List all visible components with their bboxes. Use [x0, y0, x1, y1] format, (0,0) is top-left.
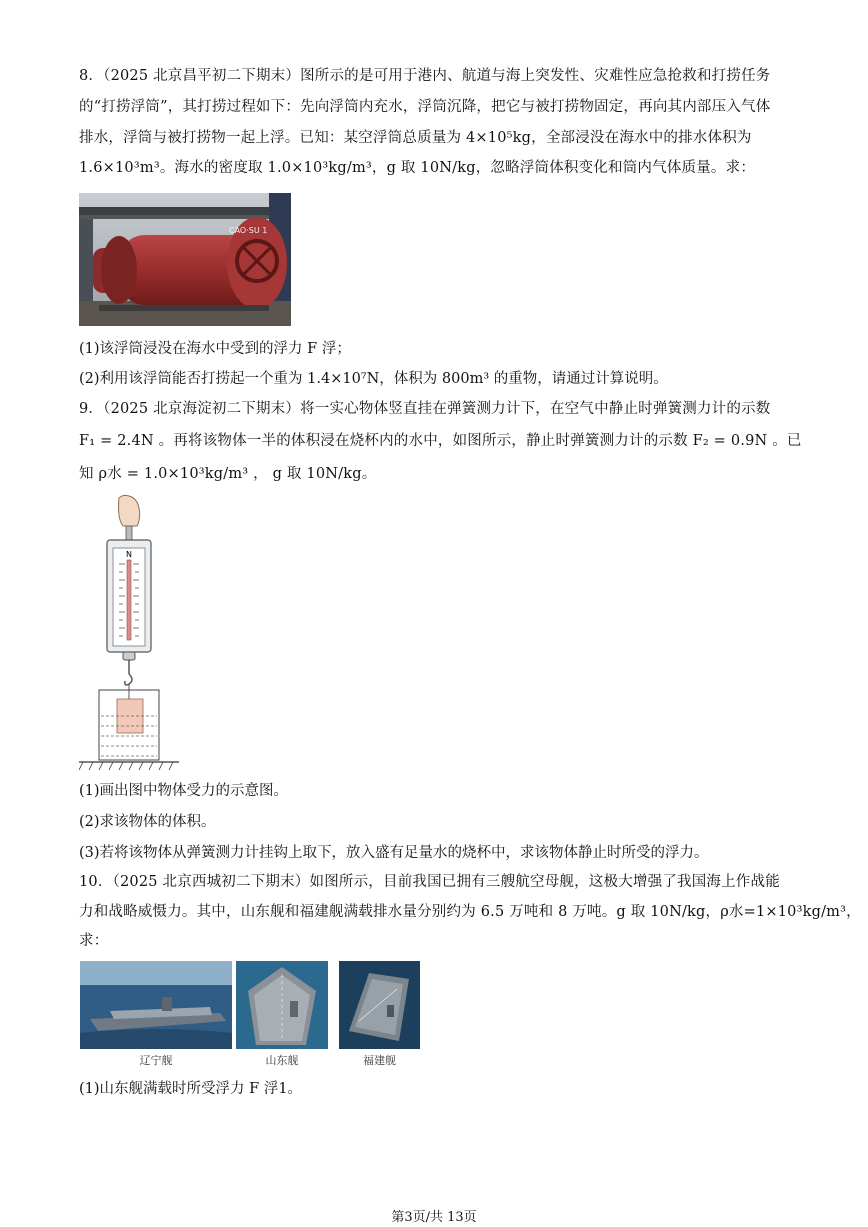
immersed-object	[117, 699, 143, 733]
caption-liaoning: 辽宁舰	[139, 1054, 173, 1067]
q10-line2: 力和战略威慑力。其中，山东舰和福建舰满载排水量分别约为 6.5 万吨和 8 万吨。g 取 10N/kg，ρ水=1×10³kg/m³，	[79, 904, 861, 920]
q10-sub1: (1)山东舰满载时所受浮力 F 浮1。	[79, 1081, 303, 1097]
carrier-photo-shandong	[236, 961, 328, 1049]
carrier-photo-liaoning	[80, 961, 232, 1049]
q8-sub2: (2)利用该浮筒能否打捞起一个重为 1.4×10⁷N，体积为 800m³ 的重物，请通过计算说明。	[79, 371, 668, 387]
caption-fujian: 福建舰	[363, 1054, 396, 1067]
q10-line1: 10．（2025 北京西城初二下期末）如图所示，目前我国已拥有三艘航空母舰，这极大增强了我国海上作战能	[79, 874, 780, 890]
hand-icon	[119, 495, 140, 526]
spring-scale-diagram	[79, 494, 179, 772]
q9-line3: 知 ρ水 = 1.0×10³kg/m³ ， g 取 10N/kg。	[79, 466, 377, 482]
page-footer: 第3页/共 13页	[391, 1210, 477, 1225]
q9-line1: 9．（2025 北京海淀初二下期末）将一实心物体竖直挂在弹簧测力计下，在空气中静止时弹簧测力计的示数	[79, 401, 771, 417]
pontoon-label: CAO·SU 1	[229, 226, 268, 235]
q8-line2: 的“打捞浮筒”，其打捞过程如下：先向浮筒内充水，浮筒沉降，把它与被打捞物固定，再向其内部压入气体	[79, 99, 771, 115]
q9-sub1: (1)画出图中物体受力的示意图。	[79, 783, 289, 799]
caption-shandong: 山东舰	[265, 1054, 299, 1067]
q8-line1: 8．（2025 北京昌平初二下期末）图所示的是可用于港内、航道与海上突发性、灾难性应急抢救和打捞任务	[79, 68, 771, 84]
q9-sub2: (2)求该物体的体积。	[79, 814, 216, 830]
q9-sub3: (3)若将该物体从弹簧测力计挂钩上取下，放入盛有足量水的烧杯中，求该物体静止时所受的浮力。	[79, 845, 709, 861]
carrier-photo-fujian	[339, 961, 420, 1049]
q8-sub1: (1)该浮筒浸没在海水中受到的浮力 F 浮；	[79, 341, 351, 357]
q8-line4: 1.6×10³m³。海水的密度取 1.0×10³kg/m³，g 取 10N/kg，忽略浮筒体积变化和筒内气体质量。求：	[79, 160, 756, 176]
q8-line3: 排水，浮筒与被打捞物一起上浮。已知：某空浮筒总质量为 4×10⁵kg，全部浸没在海水中的排水体积为	[79, 130, 752, 146]
q9-line2: F₁ = 2.4N 。再将该物体一半的体积浸在烧杯内的水中，如图所示，静止时弹簧测力计的示数 F₂ = 0.9N 。已	[79, 433, 802, 449]
meter-unit: N	[126, 550, 132, 559]
q10-line3: 求：	[79, 933, 109, 949]
hook-icon	[125, 674, 132, 685]
salvage-pontoon-photo	[79, 193, 291, 326]
